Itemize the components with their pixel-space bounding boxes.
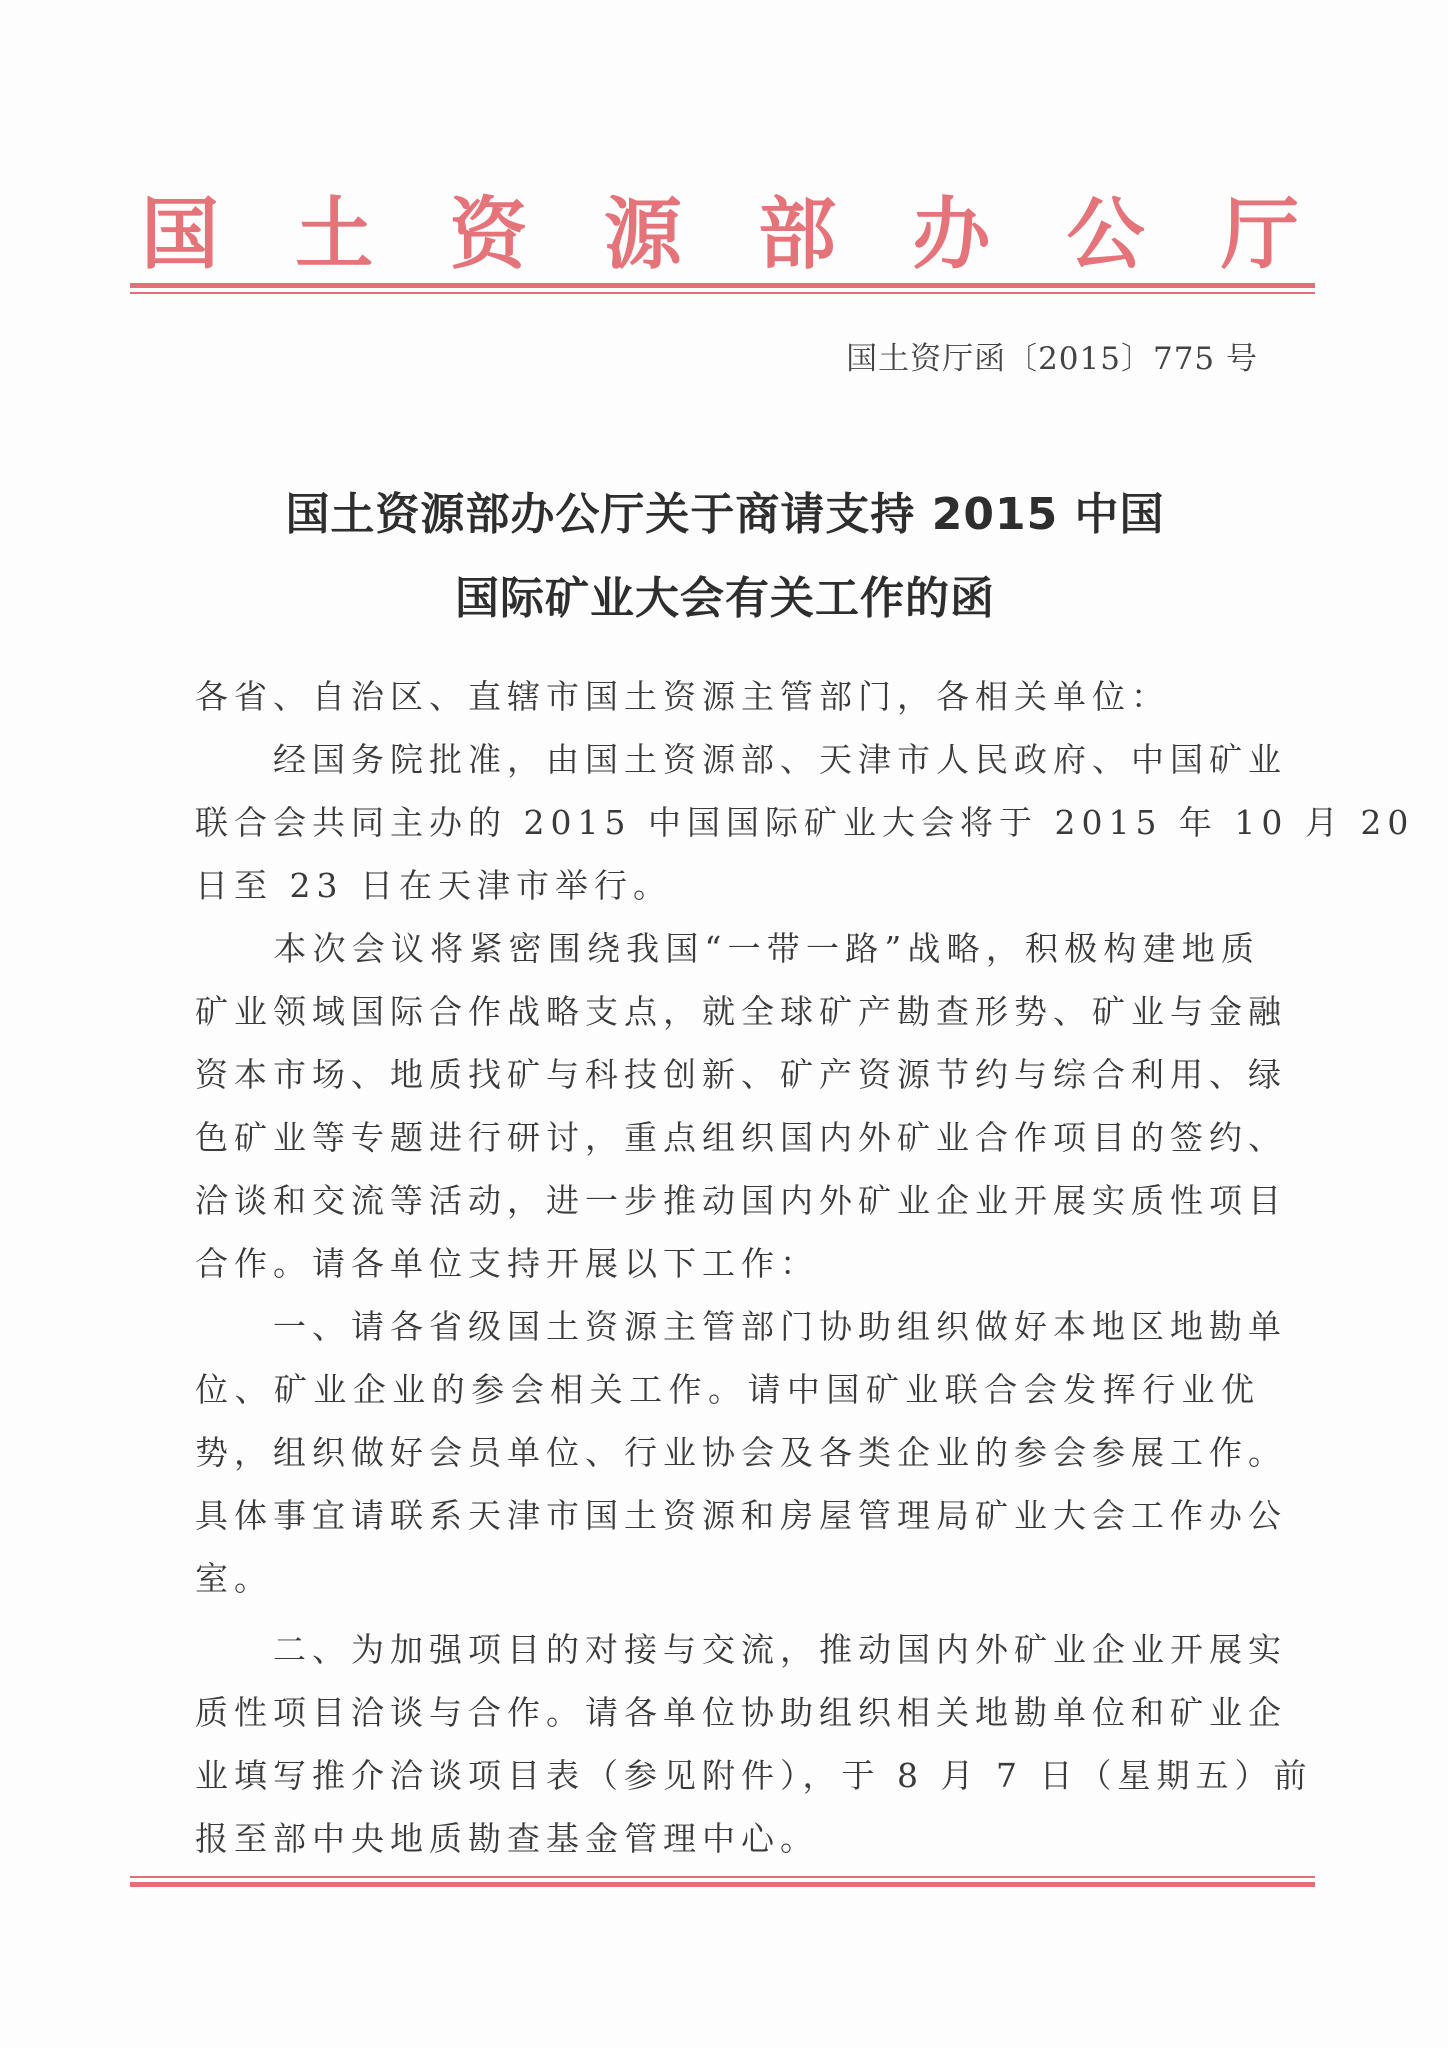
body-line: 具体事宜请联系天津市国土资源和房屋管理局矿业大会工作办公 (195, 1496, 1287, 1535)
document-title-line-2: 国际矿业大会有关工作的函 (455, 573, 995, 624)
body-line: 势，组织做好会员单位、行业协会及各类企业的参会参展工作。 (195, 1433, 1287, 1472)
body-line: 日至 23 日在天津市举行。 (195, 866, 672, 905)
body-line: 资本市场、地质找矿与科技创新、矿产资源节约与综合利用、绿 (195, 1055, 1287, 1094)
body-line: 联合会共同主办的 2015 中国国际矿业大会将于 2015 年 10 月 20 (195, 803, 1415, 842)
body-line: 一、请各省级国土资源主管部门协助组织做好本地区地勘单 (195, 1307, 1287, 1346)
letterhead-char: 公 (1066, 190, 1145, 280)
footer-rule-thin (130, 1876, 1315, 1878)
body-line: 二、为加强项目的对接与交流，推动国内外矿业企业开展实 (195, 1630, 1287, 1669)
body-line: 洽谈和交流等活动，进一步推动国内外矿业企业开展实质性项目 (195, 1181, 1287, 1220)
letterhead-char: 部 (758, 190, 837, 280)
body-line: 矿业领域国际合作战略支点，就全球矿产勘查形势、矿业与金融 (195, 992, 1287, 1031)
letterhead-rule-thick (130, 283, 1315, 288)
letterhead-char: 源 (603, 190, 682, 280)
body-line: 合作。请各单位支持开展以下工作： (195, 1244, 819, 1283)
letterhead-char: 厅 (1220, 190, 1299, 280)
body-line: 位、矿业企业的参会相关工作。请中国矿业联合会发挥行业优 (195, 1370, 1260, 1409)
letterhead-char: 资 (449, 190, 528, 280)
salutation-line: 各省、自治区、直辖市国土资源主管部门，各相关单位： (195, 677, 1170, 716)
body-line: 色矿业等专题进行研讨，重点组织国内外矿业合作项目的签约、 (195, 1118, 1287, 1157)
document-title-line-1: 国土资源部办公厅关于商请支持 2015 中国 (285, 489, 1165, 540)
body-line: 报至部中央地质勘查基金管理中心。 (195, 1819, 819, 1858)
document-number: 国土资厅函〔2015〕775 号 (846, 341, 1258, 377)
body-line: 业填写推介洽谈项目表（参见附件），于 8 月 7 日（星期五）前 (195, 1756, 1313, 1795)
body-line: 经国务院批准，由国土资源部、天津市人民政府、中国矿业 (195, 740, 1287, 779)
letterhead-rule-thin (130, 292, 1315, 294)
letterhead-char: 国 (140, 190, 219, 280)
letterhead-char: 土 (295, 190, 374, 280)
body-line: 本次会议将紧密围绕我国“一带一路”战略，积极构建地质 (195, 929, 1260, 968)
body-line: 室。 (195, 1559, 273, 1598)
letterhead-title (130, 185, 1310, 285)
letterhead-char: 办 (912, 190, 991, 280)
body-line: 质性项目洽谈与合作。请各单位协助组织相关地勘单位和矿业企 (195, 1693, 1287, 1732)
footer-rule-thick (130, 1882, 1315, 1887)
